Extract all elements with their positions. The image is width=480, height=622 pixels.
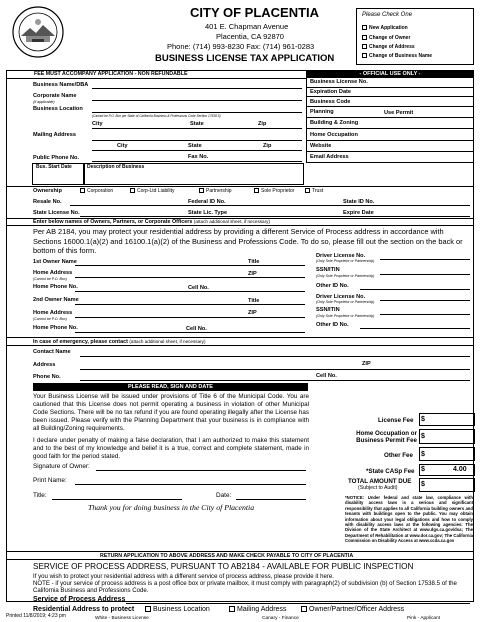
second-other-id-label: Other ID No. (316, 322, 349, 328)
checkbox[interactable] (301, 606, 307, 612)
second-home-phone-label: Home Phone No. (33, 325, 78, 331)
option-label: Partnership (206, 187, 232, 194)
casp-fee-dollar: $ (421, 466, 425, 473)
protect-mailing-address[interactable] (229, 606, 286, 613)
zip-label: Zip (258, 121, 267, 127)
option-change-address[interactable] (362, 44, 415, 50)
first-ssn-note: (Only Sole Proprietor or Partnership) (316, 274, 375, 278)
total-due-input[interactable] (419, 478, 475, 492)
first-home-phone-field[interactable] (75, 291, 305, 292)
option-label: Business Location (153, 606, 210, 613)
second-home-address-field[interactable] (75, 317, 305, 318)
option-label: Corp-Ltd Liability (137, 187, 175, 194)
second-owner-field[interactable] (75, 304, 305, 305)
ownership-trust[interactable] (305, 188, 323, 194)
service-address-label: Service of Process Address (33, 596, 126, 603)
first-home-address-label: Home Address (33, 270, 73, 276)
resale-row-field[interactable] (70, 205, 470, 206)
mailing-state-label: State (188, 143, 202, 149)
print-name-field[interactable] (75, 484, 306, 485)
emergency-heading-note: (attach additional sheet, if necessary) (129, 339, 206, 344)
sign-para-2: I declare under penalty of making a false declaration, that I am authorized to make this statement and to the best of my knowledge and belief it is a true, correct and complete statement, made in good faith for the period stated. (33, 437, 309, 460)
other-fee-label: Other Fee (384, 452, 413, 459)
first-owner-title-label: Title (248, 259, 260, 265)
sign-title-field[interactable] (52, 499, 182, 500)
protect-owner-address[interactable] (301, 606, 404, 613)
first-zip-label: ZIP (248, 271, 257, 277)
ownership-llc[interactable] (130, 188, 175, 194)
official-license-no: Business License No. (310, 79, 368, 85)
second-ssn-field[interactable] (380, 314, 470, 315)
option-new-application[interactable] (362, 25, 408, 31)
contact-address-label: Address (33, 362, 56, 368)
signature-label: Signature of Owner: (33, 463, 90, 470)
description-label: Description of Business (87, 164, 145, 170)
first-ssn-label: SSN/ITIN (316, 267, 340, 273)
second-owner-title-label: Title (248, 298, 260, 304)
license-fee-dollar: $ (421, 416, 425, 423)
state-license-label: State License No. (33, 210, 80, 216)
state-license-row-field[interactable] (80, 216, 470, 217)
official-planning: Planning (310, 109, 334, 115)
ownership-corporation[interactable] (80, 188, 113, 194)
ab2184-notice: Per AB 2184, you may protect your residential address by providing a different Service of Process address in accordance with Sections 16000.1(a)(2) and 16100.1(a)(2) of the Business and Professions Code. To do so, please fill out the section on the back or bottom of this form. (33, 227, 463, 256)
checkbox[interactable] (130, 188, 135, 193)
option-label: Change of Address (369, 43, 415, 50)
option-label: New Application (369, 24, 408, 31)
thank-you-note: Thank you for doing business in the City of Placentia (88, 503, 255, 512)
second-owner-label: 2nd Owner Name (33, 297, 79, 303)
home-occ-fee-input[interactable] (419, 429, 475, 444)
first-home-phone-label: Home Phone No. (33, 284, 78, 290)
option-label: Change of Business Name (369, 52, 433, 59)
location-city-field[interactable] (92, 128, 302, 129)
second-ssn-label: SSN/ITIN (316, 307, 340, 313)
state-lic-type-label: State Lic. Type (188, 210, 228, 216)
first-po-note: (Cannot be P.O. Box) (33, 277, 67, 281)
business-location-field[interactable] (92, 112, 302, 113)
checkbox[interactable] (145, 606, 151, 612)
casp-fee-label: *State CASp Fee (366, 468, 415, 475)
first-home-address-field[interactable] (75, 277, 305, 278)
sign-title-label: Title: (33, 492, 47, 499)
owners-heading-note: (attach additional sheet, if necessary) (193, 219, 270, 224)
second-cell-label: Cell No. (186, 326, 207, 332)
resale-label: Resale No. (33, 199, 62, 205)
official-email: Email Address (310, 154, 349, 160)
service-line-1: If you wish to protect your residential address with a different service of process address, please provide it here. (33, 573, 335, 580)
emergency-heading-text: In case of emergency, please contact (33, 339, 128, 345)
option-change-owner[interactable] (362, 35, 410, 41)
city-label: City (92, 121, 103, 127)
city-address-1: 401 E. Chapman Avenue (205, 22, 289, 31)
sign-date-label: Date: (216, 492, 232, 499)
check-one-title: Please Check One (362, 12, 413, 18)
second-zip-label: ZIP (248, 310, 257, 316)
ownership-partnership[interactable] (199, 188, 232, 194)
expire-date-label: Expire Date (343, 210, 374, 216)
option-label: Corporation (87, 187, 114, 194)
contact-phone-label: Phone No. (33, 374, 61, 380)
mailing-zip-label: Zip (263, 143, 272, 149)
second-dl-field[interactable] (380, 300, 470, 301)
residential-protect-label: Residential Address to protect (33, 606, 135, 613)
second-ssn-note: (Only Sole Proprietor or Partnership) (316, 314, 375, 318)
option-label: Sole Proprietor (261, 187, 295, 194)
city-address-2: Placentia, CA 92870 (216, 32, 284, 41)
subject-to-audit: (Subject to Audit) (358, 485, 398, 491)
second-dl-note: (Only Sole Proprietor or Partnership) (316, 300, 375, 304)
casp-fee-value: 4.00 (453, 466, 467, 473)
mailing-address-label: Mailing Address (33, 132, 76, 138)
service-title: SERVICE OF PROCESS ADDRESS, PURSUANT TO AB2184 - AVAILABLE FOR PUBLIC INSPECTION (33, 562, 414, 571)
second-po-note: (Cannot be P.O. Box) (33, 317, 67, 321)
official-expiration: Expiration Date (310, 89, 352, 95)
federal-id-label: Federal ID No. (188, 199, 226, 205)
home-occ-fee-label: Home Occupation or Business Permit Fee (356, 430, 417, 444)
first-owner-field[interactable] (75, 265, 305, 266)
fee-notice: FEE MUST ACCOMPANY APPLICATION - NON REFUNDABLE (34, 71, 188, 77)
read-sign-bar: PLEASE READ, SIGN AND DATE (33, 383, 308, 391)
first-ssn-field[interactable] (380, 274, 470, 275)
first-dl-field[interactable] (380, 259, 470, 260)
official-building-zoning: Building & Zoning (310, 120, 359, 126)
contact-zip-label: ZIP (362, 361, 371, 367)
service-line-2: NOTE - if your service of process address is a post office box or private mailbox, it must comply with paragraph(2) of subdivision (b) of Section 17538.5 of the California Business and Professions Code. (33, 580, 457, 595)
checkbox[interactable] (362, 25, 367, 30)
owners-heading-text: Enter below names of Owners, Partners, or Corporate Officers (33, 219, 193, 225)
start-date-label: Bus. Start Date (36, 164, 72, 170)
option-label: Trust (312, 187, 324, 194)
protect-business-location[interactable] (145, 606, 210, 613)
checkbox[interactable] (229, 606, 235, 612)
checkbox[interactable] (254, 188, 259, 193)
print-name-label: Print Name: (33, 477, 67, 484)
official-website: Website (310, 143, 332, 149)
second-home-address-label: Home Address (33, 310, 73, 316)
signature-field[interactable] (96, 470, 306, 471)
phone-fax-field[interactable] (92, 161, 302, 162)
option-change-business-name[interactable] (362, 53, 432, 59)
business-name-field[interactable] (92, 88, 302, 89)
second-dl-label: Driver License No. (316, 294, 366, 300)
first-other-id-field[interactable] (360, 289, 470, 290)
first-owner-label: 1st Owner Name (33, 259, 77, 265)
ownership-sole-proprietor[interactable] (254, 188, 294, 194)
ownership-label: Ownership (33, 188, 62, 194)
city-phone: Phone: (714) 993-8230 Fax: (714) 961-0283 (167, 42, 315, 51)
sign-para-1: Your Business License will be issued under provisions of Title 6 of the Municipal Code. You are cautioned that this License does not permit operating a business in violation of other Municipal Code Sections. There will be no tax refund if you are found operating illegally after the License has been issued. Please verify with the Planning Department that your business is in compliance with all Building/Zoning requirements. (33, 393, 309, 432)
mailing-city-field[interactable] (92, 150, 302, 151)
total-due-label: TOTAL AMOUNT DUE (348, 478, 412, 485)
business-name-label: Business Name/DBA (33, 82, 89, 88)
license-fee-input[interactable] (419, 413, 475, 426)
checkbox[interactable] (199, 188, 204, 193)
city-title: CITY OF PLACENTIA (190, 5, 320, 20)
if-applicable-note: (If applicable) (33, 100, 55, 104)
first-dl-label: Driver License No. (316, 253, 366, 259)
checkbox[interactable] (362, 44, 367, 49)
mailing-address-field[interactable] (92, 140, 302, 141)
first-dl-note: (Only Sole Proprietor or Partnership) (316, 259, 375, 263)
public-phone-label: Public Phone No. (33, 155, 79, 161)
return-notice: RETURN APPLICATION TO ABOVE ADDRESS AND MAKE CHECK PAYABLE TO CITY OF PLACENTIA (100, 553, 354, 559)
license-fee-label: License Fee (378, 417, 414, 424)
business-location-label: Business Location (33, 106, 83, 112)
state-label: State (190, 121, 204, 127)
sign-date-field[interactable] (236, 499, 306, 500)
second-other-id-field[interactable] (360, 328, 470, 329)
official-use-permit: Use Permit (384, 110, 414, 116)
option-label: Change of Owner (369, 34, 411, 41)
home-occ-fee-dollar: $ (421, 433, 425, 440)
copy-canary: Canary - Finance (262, 616, 299, 621)
copy-pink: Pink - Applicant (407, 616, 441, 621)
other-fee-dollar: $ (421, 451, 425, 458)
second-home-phone-field[interactable] (75, 332, 305, 333)
mailing-city-label: City (117, 143, 128, 149)
casp-notice: *NOTICE: Under federal and state law, compliance with disability access laws is a serious and significant responsibility that applies to all California building owners and tenants with buildings open to the public. You may obtain information about your legal obligations and how to comply with disability access laws at the following agencies: The Division of the State Architect at www.dgs.ca.gov/dsa; The Department of Rehabilitation at www.dor.ca.gov; The California Commission on Disability Access at www.ccda.ca.gov (345, 495, 473, 544)
other-fee-input[interactable] (419, 447, 475, 461)
official-use-bar: - OFFICIAL USE ONLY - (306, 70, 474, 78)
printed-date: Printed 11/8/2019; 4:23 pm (6, 613, 66, 619)
fax-label: Fax No. (188, 154, 209, 160)
service-address-field[interactable] (126, 603, 470, 604)
state-id-label: State ID No. (343, 199, 375, 205)
official-business-code: Business Code (310, 99, 351, 105)
location-note: (Cannot be P.O. Box per State of California Business & Professions Code Section 17538.5) (92, 114, 221, 118)
contact-address-field[interactable] (80, 369, 470, 370)
official-home-occupation: Home Occupation (310, 132, 358, 138)
option-label: Mailing Address (237, 606, 287, 613)
corporate-name-field[interactable] (92, 100, 302, 101)
contact-cell-label: Cell No. (316, 373, 337, 379)
form-title: BUSINESS LICENSE TAX APPLICATION (155, 53, 335, 64)
first-cell-label: Cell No. (188, 285, 209, 291)
first-other-id-label: Other ID No. (316, 283, 349, 289)
checkbox[interactable] (80, 188, 85, 193)
option-label: Owner/Partner/Officer Address (309, 606, 405, 613)
contact-name-label: Contact Name (33, 349, 71, 355)
copy-white: White - Business License (95, 616, 149, 621)
total-due-dollar: $ (421, 481, 425, 488)
corporate-name-label: Corporate Name (33, 93, 77, 99)
contact-phone-field[interactable] (80, 380, 470, 381)
checkbox[interactable] (305, 188, 310, 193)
city-seal (12, 6, 64, 58)
checkbox[interactable] (362, 35, 367, 40)
contact-name-field[interactable] (80, 356, 470, 357)
checkbox[interactable] (362, 53, 367, 58)
